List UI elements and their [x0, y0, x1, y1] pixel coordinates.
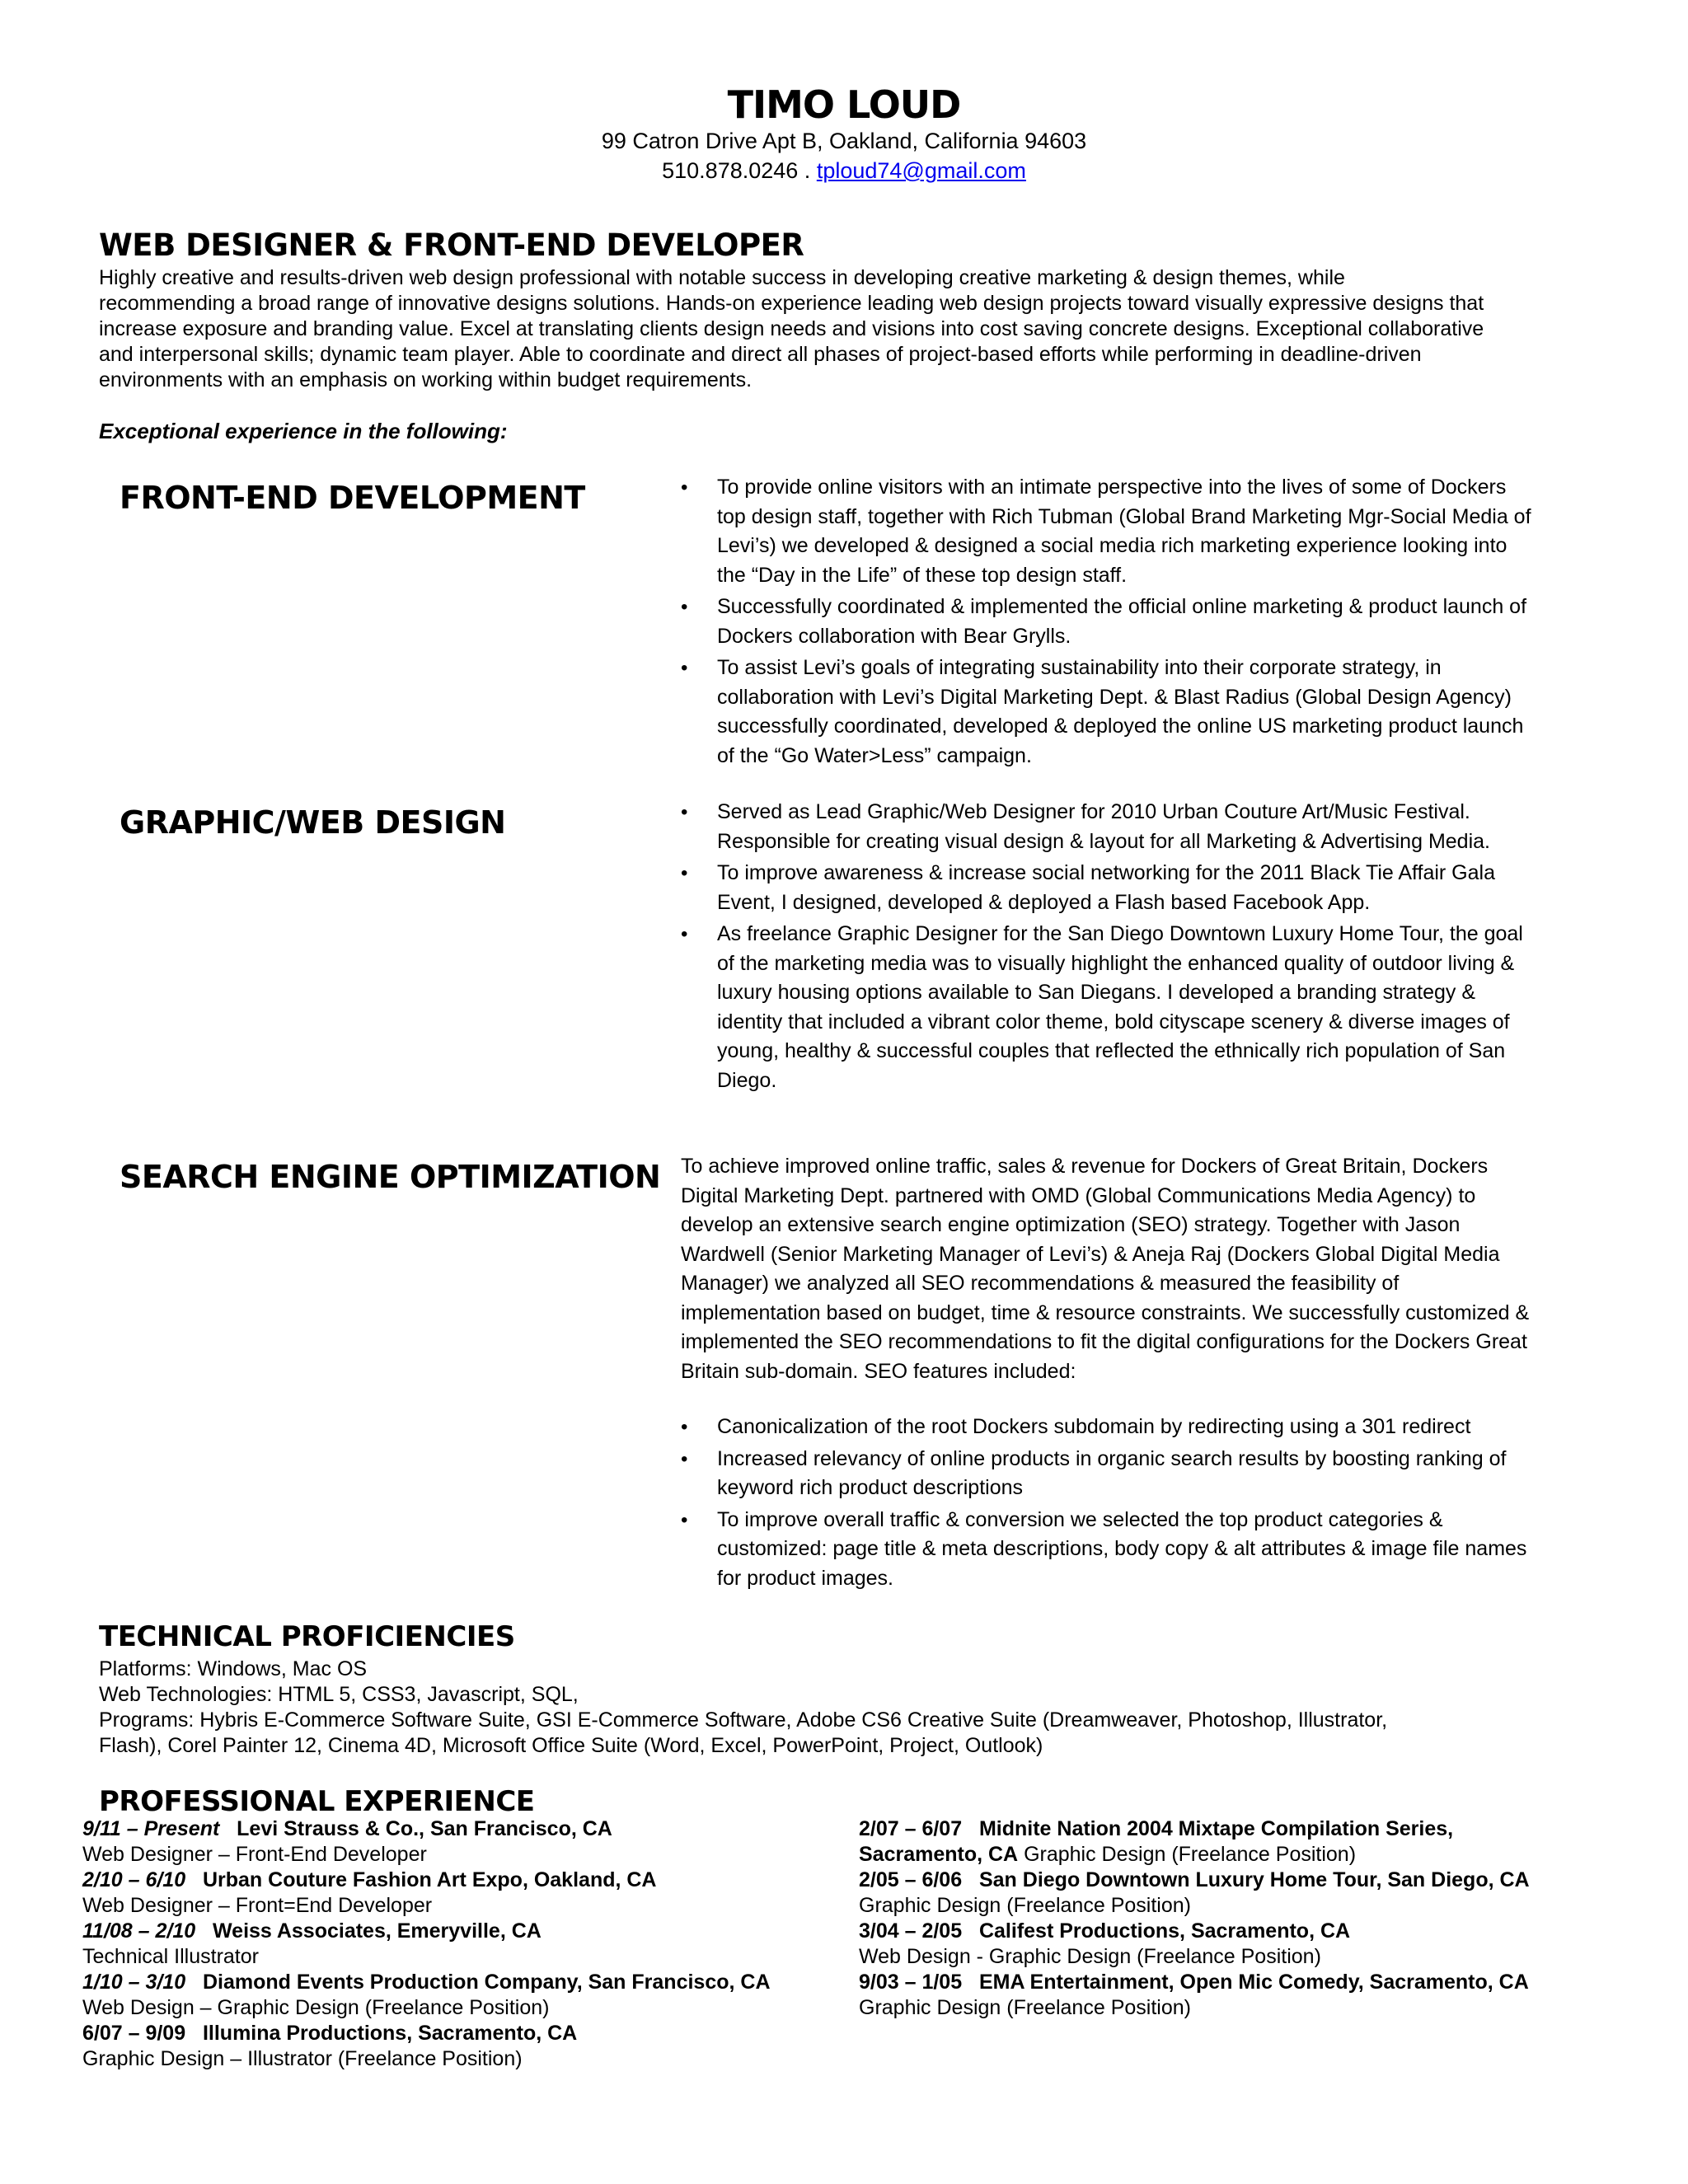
experience-entry	[859, 1919, 1634, 1970]
entry-company: Illumina Productions, Sacramento, CA	[202, 2022, 578, 2045]
section-title-graphic: GRAPHIC/WEB DESIGN	[120, 804, 506, 841]
entry-date: 3/04 – 2/05	[859, 1919, 963, 1943]
entry-role: Graphic Design (Freelance Position)	[859, 1894, 1191, 1917]
experience-title: PROFESSIONAL EXPERIENCE	[99, 1785, 535, 1818]
technical-list	[99, 1657, 1582, 1759]
entry-role: Web Designer – Front=End Developer	[82, 1894, 433, 1917]
summary-title: WEB DESIGNER & FRONT-END DEVELOPER	[99, 227, 804, 263]
phone: 510.878.0246 .	[662, 158, 811, 183]
entry-role: Graphic Design – Illustrator (Freelance Position)	[82, 2047, 523, 2070]
entry-role: Technical Illustrator	[82, 1945, 259, 1968]
list-item: • Increased relevancy of online products in organic search results by boosting ranking of keyword rich product descriptions	[681, 1445, 1538, 1503]
entry-company: EMA Entertainment, Open Mic Comedy, Sacramento, CA	[978, 1971, 1529, 1994]
experience-entry	[859, 1970, 1634, 2021]
experience-entry	[82, 1970, 841, 2021]
entry-company-location: Sacramento, CA	[859, 1843, 1019, 1866]
entry-role: Web Design - Graphic Design (Freelance Position)	[859, 1945, 1321, 1968]
entry-company: Diamond Events Production Company, San Francisco, CA	[202, 1971, 771, 1994]
address: 99 Catron Drive Apt B, Oakland, California 94603	[601, 129, 1087, 153]
entry-date: 2/07 – 6/07	[859, 1817, 963, 1840]
technical-line: Platforms: Windows, Mac OS	[99, 1657, 368, 1680]
experience-entry	[82, 1919, 841, 1970]
summary-line: increase exposure and branding value. Excel at translating clients design needs and visions into cost saving concrete designs. Exceptional collaborative	[99, 317, 1484, 340]
technical-line: Web Technologies: HTML 5, CSS3, Javascript, SQL,	[99, 1683, 579, 1706]
entry-company: Weiss Associates, Emeryville, CA	[213, 1919, 542, 1943]
experience-entry	[859, 1868, 1634, 1919]
resume-name: TIMO LOUD	[727, 82, 961, 127]
summary-text	[99, 265, 1582, 393]
list-item: • To provide online visitors with an intimate perspective into the lives of some of Dockers top design staff, together with Rich Tubman (Global Brand Marketing Mgr-Social Media of Levi’s) we developed & designed a social media rich marketing experience looking into the “Day in the Life” of these top design staff.	[681, 473, 1538, 590]
experience-entry	[82, 1816, 841, 1868]
entry-company: San Diego Downtown Luxury Home Tour, San Diego, CA	[978, 1868, 1530, 1891]
entry-role: Web Designer – Front-End Developer	[82, 1843, 427, 1866]
technical-title: TECHNICAL PROFICIENCIES	[99, 1620, 515, 1653]
summary-line: recommending a broad range of innovative designs solutions. Hands-on experience leading web design projects toward visually expressive designs that	[99, 292, 1484, 315]
entry-date: 6/07 – 9/09	[82, 2022, 186, 2045]
entry-date: 9/03 – 1/05	[859, 1971, 963, 1994]
section-title-frontend: FRONT-END DEVELOPMENT	[120, 480, 585, 516]
summary-line: Highly creative and results-driven web design professional with notable success in developing creative marketing & design themes, while	[99, 266, 1345, 289]
entry-role: Web Design – Graphic Design (Freelance Position)	[82, 1996, 550, 2019]
contact-line	[0, 158, 1688, 184]
frontend-bullets	[681, 473, 1538, 773]
seo-paragraph: To achieve improved online traffic, sales & revenue for Dockers of Great Britain, Dockers Digital Marketing Dept. partnered with OMD (Global Communications Media Agency) to develop an extensive search engine optimization (SEO) strategy. Together with Jason Wardwell (Senior Marketing Manager of Levi’s) & Aneja Raj (Dockers Global Digital Media Manager) we analyzed all SEO recommendations & measured the feasibility of implementation based on budget, time & resource constraints. We successfully customized & implemented the SEO recommendations to fit the digital configurations for the Dockers Great Britain sub-domain. SEO features included:	[681, 1155, 1530, 1383]
list-item: • Served as Lead Graphic/Web Designer for 2010 Urban Couture Art/Music Festival. Responsible for creating visual design & layout for all Marketing & Advertising Media.	[681, 798, 1538, 856]
summary-line: environments with an emphasis on working within budget requirements.	[99, 368, 753, 391]
entry-company: Levi Strauss & Co., San Francisco, CA	[237, 1817, 612, 1840]
list-item: • As freelance Graphic Designer for the San Diego Downtown Luxury Home Tour, the goal of the marketing media was to visually highlight the enhanced quality of outdoor living & luxury housing options available to San Diegans. I developed a branding strategy & identity that included a vibrant color theme, bold cityscape scenery & diverse images of young, healthy & successful couples that reflected the ethnically rich population of San Diego.	[681, 920, 1538, 1095]
experience-entry	[82, 1868, 841, 1919]
entry-company: Urban Couture Fashion Art Expo, Oakland, CA	[202, 1868, 657, 1891]
entry-date: 9/11 – Present	[82, 1817, 220, 1840]
entry-role: Graphic Design (Freelance Position)	[1024, 1843, 1357, 1866]
technical-line: Programs: Hybris E-Commerce Software Suite, GSI E-Commerce Software, Adobe CS6 Creative Suite (Dreamweaver, Photoshop, Illustrator,	[99, 1708, 1388, 1732]
entry-company: Califest Productions, Sacramento, CA	[978, 1919, 1351, 1943]
seo-content	[681, 1152, 1538, 1596]
entry-company: Midnite Nation 2004 Mixtape Compilation Series,	[978, 1817, 1454, 1840]
entry-role: Graphic Design (Freelance Position)	[859, 1996, 1191, 2019]
entry-date: 11/08 – 2/10	[82, 1919, 196, 1943]
technical-line: Flash), Corel Painter 12, Cinema 4D, Microsoft Office Suite (Word, Excel, PowerPoint, Project, Outlook)	[99, 1734, 1043, 1757]
experience-entry	[82, 2021, 841, 2072]
entry-date: 2/05 – 6/06	[859, 1868, 963, 1891]
list-item: • To improve awareness & increase social networking for the 2011 Black Tie Affair Gala Event, I designed, developed & deployed a Flash based Facebook App.	[681, 859, 1538, 917]
section-title-seo: SEARCH ENGINE OPTIMIZATION	[120, 1159, 661, 1195]
experience-left-column	[82, 1816, 841, 2072]
list-item: • To improve overall traffic & conversion we selected the top product categories & customized: page title & meta descriptions, body copy & alt attributes & image file names for product images.	[681, 1506, 1538, 1594]
graphic-bullets	[681, 798, 1538, 1098]
summary-line: and interpersonal skills; dynamic team player. Able to coordinate and direct all phases of project-based efforts while performing in deadline-driven	[99, 343, 1422, 366]
entry-date: 1/10 – 3/10	[82, 1971, 186, 1994]
entry-date: 2/10 – 6/10	[82, 1868, 186, 1891]
list-item: • Canonicalization of the root Dockers subdomain by redirecting using a 301 redirect	[681, 1413, 1538, 1442]
list-item: • To assist Levi’s goals of integrating sustainability into their corporate strategy, in collaboration with Levi’s Digital Marketing Dept. & Blast Radius (Global Design Agency) successfully coordinated, developed & deployed the online US marketing product launch of the “Go Water>Less” campaign.	[681, 654, 1538, 771]
email-link[interactable]: tploud74@gmail.com	[816, 158, 1026, 183]
experience-intro: Exceptional experience in the following:	[99, 419, 508, 443]
list-item: • Successfully coordinated & implemented the official online marketing & product launch of Dockers collaboration with Bear Grylls.	[681, 593, 1538, 651]
experience-right-column	[859, 1816, 1634, 2021]
experience-entry	[859, 1816, 1634, 1868]
